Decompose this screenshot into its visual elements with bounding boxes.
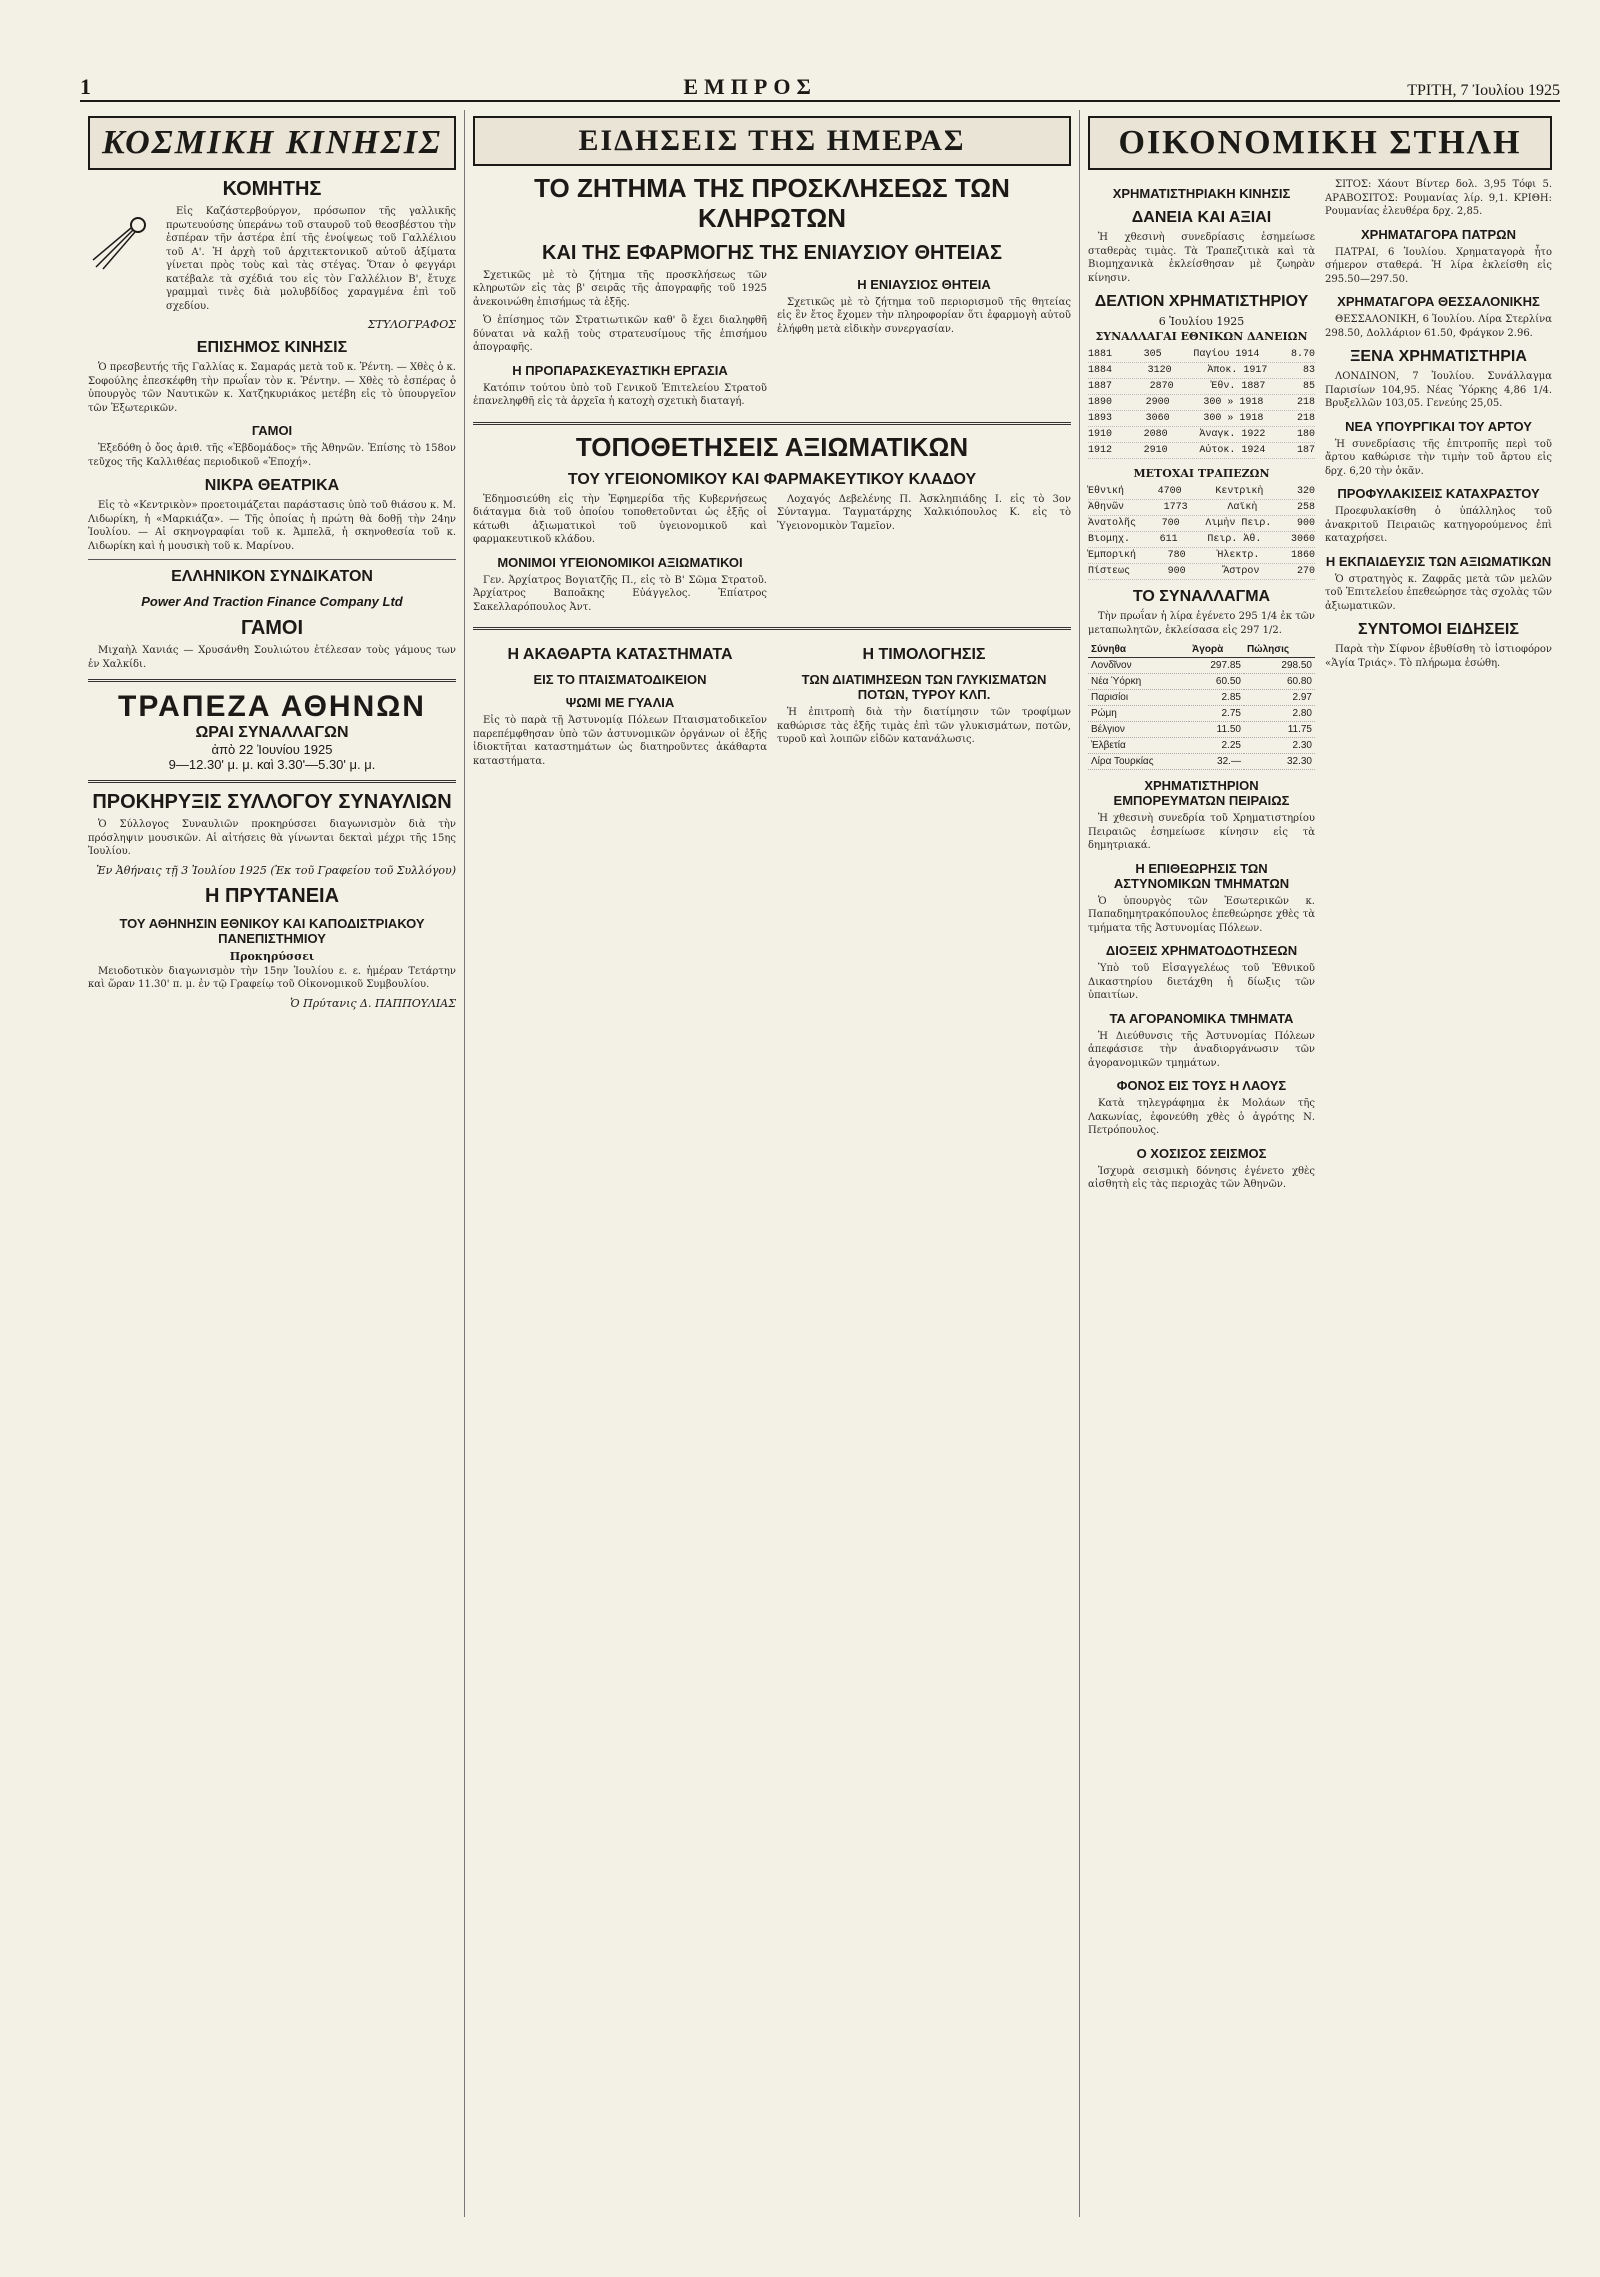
list-cell: 300 » 1918 xyxy=(1203,397,1264,408)
bank-times: 9—12.30' μ. μ. καὶ 3.30'—5.30' μ. μ. xyxy=(168,757,376,772)
rates-head-buy: Ἀγορὰ xyxy=(1189,642,1244,658)
list-cell: 1893 xyxy=(1088,413,1113,424)
list-item xyxy=(1088,532,1315,548)
loans-top: ΧΡΗΜΑΤΙΣΤΗΡΙΑΚΗ ΚΙΝΗΣΙΣ xyxy=(1112,186,1291,201)
placements-text-c: Λοχαγός Δεβελένης Π. Ἀσκληπιάδης Ι. εἰς τὸ 3ον Σύνταγμα. Ταγματάρχης Χαλκιόπουλος Κ. εἰς τὸ Ὑγειονομικὸν Ταμεῖον. xyxy=(777,493,1071,532)
table-cell: 60.80 xyxy=(1244,674,1315,690)
list-cell: 270 xyxy=(1296,566,1315,577)
social-text: Ὁ πρεσβευτής τῆς Γαλλίας κ. Σαμαράς μετὰ τοῦ κ. Ῥέντη. — Χθὲς ὁ κ. Σοφούλης ἐπεσκέφθη τὴν πρωΐαν τὸν κ. Ῥέντην. — Χθὲς τὸ ἑσπέρας ὁ ὑπουργὸς τῶν Ναυτικῶν κ. Χατζηκυριάκος μετέβη εἰς τὸ ὑπουργεῖον τῶν Ἐξωτερικῶν. xyxy=(88,362,456,414)
dirty-shops-sub2: ΨΩΜΙ ΜΕ ΓΥΑΛΙΑ xyxy=(565,695,675,711)
rates-table xyxy=(1088,642,1315,770)
embezzler-title: ΠΡΟΦΥΛΑΚΙΣΕΙΣ ΚΑΤΑΧΡΑΣΤΟΥ xyxy=(1337,486,1540,501)
foreign-markets-text: ΛΟΝΔΙΝΟΝ, 7 Ἰουλίου. Συνάλλαγμα Παρισίων 104,95. Νέας Ὑόρκης 4,86 1/4. Βρυξελλῶν 103,05. Γενεύης 25,05. xyxy=(1325,371,1552,409)
table-cell: Παρισίοι xyxy=(1088,690,1189,706)
piraeus-title: ΧΡΗΜΑΤΙΣΤΗΡΙΟΝ ΕΜΠΟΡΕΥΜΑΤΩΝ ΠΕΙΡΑΙΩΣ xyxy=(1113,778,1290,808)
conscripts-text-b: Ὁ ἐπίσημος τῶν Στρατιωτικῶν καθ' ὃ ἔχει διαληφθῆ δύναται νὰ καλῇ τοὺς στρατευσίμους τῆς ἐπισήμου ἀπογραφῆς. xyxy=(473,315,767,354)
list-cell: 4700 xyxy=(1157,486,1182,497)
table-cell: Ρώμη xyxy=(1088,706,1189,722)
bulletin-left: ΔΕΛΤΙΟΝ xyxy=(1094,293,1165,310)
list-cell: Παγίου 1914 xyxy=(1193,349,1260,360)
table-cell: 2.25 xyxy=(1189,738,1244,754)
markets-text: Ἡ Διεύθυνσις τῆς Ἀστυνομίας Πόλεων ἀπεφάσισε τὴν ἀναδιοργάνωσιν τῶν ἀγορανομικῶν τμημάτων. xyxy=(1088,1030,1315,1069)
divider xyxy=(88,780,456,783)
university-title: Η ΠΡΥΤΑΝΕΙΑ xyxy=(204,884,340,907)
bank-title: ΤΡΑΠΕΖΑ ΑΘΗΝΩΝ xyxy=(118,690,426,723)
loan-rows xyxy=(1088,347,1315,459)
thessaloniki-text: ΘΕΣΣΑΛΟΝΙΚΗ, 6 Ἰουλίου. Λίρα Στερλίνα 298.50, Δολλάριον 61.50, Φράγκον 2.96. xyxy=(1325,314,1552,339)
list-cell: 218 xyxy=(1296,397,1315,408)
list-cell: 85 xyxy=(1302,381,1315,392)
list-cell: Ἀναγκ. 1922 xyxy=(1199,429,1266,440)
preparation-subtitle: Η ΠΡΟΠΑΡΑΣΚΕΥΑΣΤΙΚΗ ΕΡΓΑΣΙΑ xyxy=(512,362,728,378)
police-title: Η ΕΠΙΘΕΩΡΗΣΙΣ ΤΩΝ ΑΣΤΥΝΟΜΙΚΩΝ ΤΜΗΜΑΤΩΝ xyxy=(1113,860,1290,891)
university-text: Μειοδοτικὸν διαγωνισμὸν τὴν 15ην Ἰουλίου ε. ε. ἡμέραν Τετάρτην καὶ ὥραν 11.30' π. μ. ἐν τῷ Γραφείῳ τοῦ Οἰκονομικοῦ Συμβουλίου. xyxy=(88,965,456,990)
divider xyxy=(88,679,456,682)
patras-title: ΧΡΗΜΑΤΑΓΟΡΑ ΠΑΤΡΩΝ xyxy=(1361,226,1516,242)
quake-text: Ἰσχυρὰ σεισμικὴ δόνησις ἐγένετο χθὲς αἰσθητὴ εἰς τὰς περιοχὰς τῶν Ἀθηνῶν. xyxy=(1088,1165,1315,1190)
bulletin-subtitle: ΣΥΝΑΛΛΑΓΑΙ ΕΘΝΙΚΩΝ ΔΑΝΕΙΩΝ xyxy=(1095,330,1308,343)
list-cell: 218 xyxy=(1296,413,1315,424)
list-cell: 1887 xyxy=(1088,381,1113,392)
gamoi-text: Μιχαὴλ Χανιάς — Χρυσάνθη Σουλιώτου ἐτέλεσαν τοὺς γάμους των ἐν Χαλκίδι. xyxy=(88,645,456,670)
bread-title: ΝΕΑ ΥΠΟΥΡΓΙΚΑΙ ΤΟΥ ΑΡΤΟΥ xyxy=(1345,418,1532,434)
bread-text: Ἡ συνεδρίασις τῆς ἐπιτροπῆς περὶ τοῦ ἄρτου καθώρισε τὴν τιμὴν τοῦ ἄρτου εἰς δρχ. 6,20 τὴν ὀκᾶν. xyxy=(1325,438,1552,477)
conscripts-text-a: Σχετικῶς μὲ τὸ ζήτημα τῆς προσκλήσεως τῶν κληρωτῶν εἰς τὰς β' σειρᾶς τῆς ἀπογραφῆς τοῦ 1925 ἀνεκοινώθη ἐπισήμως τὰ ἑξῆς. xyxy=(473,269,767,308)
officer-training-text: Ὁ στρατηγὸς κ. Ζαφρᾶς μετὰ τῶν μελῶν τοῦ Ἐπιτελείου ἐπεθεώρησε τὰς σχολὰς τῶν ἀξιωματικῶν. xyxy=(1325,573,1552,612)
stocks-subtitle: ΜΕΤΟΧΑΙ ΤΡΑΠΕΖΩΝ xyxy=(1133,467,1270,480)
preparation-text: Κατόπιν τούτου ὑπὸ τοῦ Γενικοῦ Ἐπιτελείου Στρατοῦ ἐπανεληφθῆ εἰς τὰ ἀρχεῖα ἡ κατοχὴ σχετικὴ διαταγή. xyxy=(473,382,767,408)
list-cell: Αὐτοκ. 1924 xyxy=(1199,445,1266,456)
list-cell: 1884 xyxy=(1088,365,1113,376)
table-row xyxy=(1088,690,1315,706)
banner-news: ΕΙΔΗΣΕΙΣ ΤΗΣ ΗΜΕΡΑΣ xyxy=(473,116,1071,166)
table-cell: 298.50 xyxy=(1244,658,1315,674)
rates-head-sell: Πώλησις xyxy=(1244,642,1315,658)
divider xyxy=(473,422,1071,425)
masthead-date: ΤΡΙΤΗ, 7 Ἰουλίου 1925 xyxy=(1407,82,1560,99)
bottom-articles xyxy=(473,638,1071,773)
list-cell: Ἠλεκτρ. xyxy=(1217,550,1260,561)
list-item xyxy=(1088,411,1315,427)
list-cell: Ἐμπορική xyxy=(1088,550,1137,561)
gamoi-title: ΓΑΜΟΙ xyxy=(240,617,304,639)
loans-text: Ἡ χθεσινὴ συνεδρίασις ἐσημείωσε σταθερὰς τιμὰς. Τὰ Τραπεζιτικὰ καὶ τὰ Βιομηχανικὰ ἐκλείσθησαν μὲ ζωηρὰν κίνησιν. xyxy=(1088,232,1315,284)
table-row xyxy=(1088,722,1315,738)
rates-text: Τὴν πρωΐαν ἡ λίρα ἐγένετο 295 1/4 ἐκ τῶν μεταπωλητῶν, ἐκλείσασα εἰς 297 1/2. xyxy=(1088,611,1315,636)
service-text: Σχετικῶς μὲ τὸ ζήτημα τοῦ περιορισμοῦ τῆς θητείας εἰς ἓν ἔτος ἔχομεν τὴν πληροφορίαν ὅτι ἐφαρμογὴ αὐτοῦ ἐλήφθη μετὰ εἰδικὴν συνεργασίαν. xyxy=(777,296,1071,335)
comet-text: Εἰς Καζάστερβούργον, πρόσωπον τῆς γαλλικῆς πρωτευούσης ὑπεράνω τοῦ σταυροῦ τοῦ θεοσβέστου τὴν ἑσπέραν τῆν ἀστέρα ἐπί τῆς ἐνοίψεως τοῦ Γαλλέλιου τοῦ Α'. Ἡ ἀρχὴ τοῦ ἀρχιτεκτονικοῦ αὐτοῦ ἀξίματα γίνεται πρὸς τοὺς καὶ τὰς στέγας. Ὅταν ὁ φεγγάρι κατέβαλε τὰ σχέδιά του εἰς τὸν Γαλλέλιον Β', ἔτυχε γραμμαὶ τινὲς διὰ μολυβδίδος χαραγμένα ἐπὶ τοῦ σχεδίου. xyxy=(166,206,456,312)
table-row xyxy=(1088,754,1315,770)
list-item xyxy=(1088,443,1315,459)
table-row xyxy=(1088,706,1315,722)
dirty-shops-title: Η ΑΚΑΘΑΡΤΑ ΚΑΤΑΣΤΗΜΑΤΑ xyxy=(507,646,733,664)
placements-text-a: Ἐδημοσιεύθη εἰς τὴν Ἐφημερίδα τῆς Κυβερνήσεως διάταγμα διὰ τοῦ ὁποίου τοποθετοῦνται ὡς ἑξῆς οἱ κάτωθι ἀξιωματικοὶ τοῦ ὑγειονομικοῦ καὶ φαρμακευτικοῦ κλάδου. xyxy=(473,493,767,546)
market-commodities: ΣΙΤΟΣ: Χάουτ Βίντερ δολ. 3,95 Τόφι 5. ΑΡΑΒΟΣΙΤΟΣ: Ρουμανίας λίρ. 9,1. ΚΡΙΘΗ: Ρουμανίας ἐλευθέρα δρχ. 2,85. xyxy=(1325,179,1552,217)
bank-from: ἀπὸ 22 Ἰουνίου 1925 xyxy=(211,742,333,757)
pricing-sub: ΤΩΝ ΔΙΑΤΙΜΗΣΕΩΝ ΤΩΝ ΓΛΥΚΙΣΜΑΤΩΝ ΠΟΤΩΝ, ΤΥΡΟΥ ΚΛΠ. xyxy=(801,672,1047,703)
table-row xyxy=(1088,674,1315,690)
table-cell: 2.85 xyxy=(1189,690,1244,706)
list-cell: Ἀνατολῆς xyxy=(1088,518,1137,529)
foreign-markets-title: ΞΕΝΑ ΧΡΗΜΑΤΙΣΤΗΡΙΑ xyxy=(1350,348,1527,365)
list-item xyxy=(1088,548,1315,564)
headline-conscripts-sub: ΚΑΙ ΤΗΣ ΕΦΑΡΜΟΓΗΣ ΤΗΣ ΕΝΙΑΥΣΙΟΥ ΘΗΤΕΙΑΣ xyxy=(542,241,1002,264)
list-item xyxy=(1088,500,1315,516)
bulletin-date: 6 Ἰουλίου 1925 xyxy=(1158,315,1245,328)
list-cell: 187 xyxy=(1296,445,1315,456)
dirty-shops-sub: ΕΙΣ ΤΟ ΠΤΑΙΣΜΑΤΟΔΙΚΕΙΟΝ xyxy=(533,672,707,688)
list-cell: 300 » 1918 xyxy=(1203,413,1264,424)
bank-notice xyxy=(88,690,456,772)
list-cell: 1773 xyxy=(1163,502,1188,513)
rates-title: ΤΟ ΣΥΝΑΛΛΑΓΜΑ xyxy=(1132,588,1271,605)
list-item xyxy=(1088,427,1315,443)
table-row xyxy=(1088,658,1315,674)
list-cell: Λιμὴν Πειρ. xyxy=(1205,518,1272,529)
placements-article xyxy=(473,493,1071,620)
list-cell: 2900 xyxy=(1145,397,1170,408)
publications-title: ΓΑΜΟΙ xyxy=(251,423,293,438)
markets-title: ΤΑ ΑΓΟΡΑΝΟΜΙΚΑ ΤΜΗΜΑΤΑ xyxy=(1109,1010,1294,1026)
list-cell: Ἀποκ. 1917 xyxy=(1207,365,1268,376)
quake-title: Ο ΧΟΣΙΣΟΣ ΣΕΙΣΜΟΣ xyxy=(1136,1145,1267,1161)
pricing-text: Ἡ ἐπιτροπὴ διὰ τὴν διατίμησιν τῶν τροφίμων καθώρισε τὰς ἑξῆς τιμὰς ἐπὶ τῶν γλυκισμάτων, ποτῶν, τυροῦ καὶ λοιπῶν εἰδῶν κατανάλωσις. xyxy=(777,707,1071,746)
dirty-shops-text: Εἰς τὸ παρὰ τῇ Ἀστυνομίᾳ Πόλεων Πταισματοδικεῖον παρεπέμφθησαν ὑπὸ τῶν ἀστυνομικῶν ὀργάνων οἱ ἑξῆς ἰδιοκτῆται καταστημάτων ὡς διατηροῦντες ἀκάθαρτα καταστήματα. xyxy=(473,715,767,767)
prosecution-title: ΔΙΟΞΕΙΣ ΧΡΗΜΑΤΟΔΟΤΗΣΕΩΝ xyxy=(1105,943,1298,958)
table-cell: 32.30 xyxy=(1244,754,1315,770)
economy-layout xyxy=(1088,178,1552,1197)
list-cell: Ἐθν. 1887 xyxy=(1211,381,1266,392)
brief-news-title: ΣΥΝΤΟΜΟΙ ΕΙΔΗΣΕΙΣ xyxy=(1358,621,1519,638)
bulletin-title xyxy=(1088,293,1315,311)
list-item xyxy=(1088,516,1315,532)
list-cell: 3060 xyxy=(1145,413,1170,424)
table-cell: Λίρα Τουρκίας xyxy=(1088,754,1189,770)
murder-text: Κατὰ τηλεγράφημα ἐκ Μολάων τῆς Λακωνίας, ἐφονεύθη χθὲς ὁ ἀγρότης Ν. Πετρόπουλος. xyxy=(1088,1098,1315,1136)
masthead-title: ΕΜΠΡΟΣ xyxy=(683,74,817,99)
list-cell: 900 xyxy=(1167,566,1186,577)
publications-text: Ἐξεδόθη ὁ ὄος ἀριθ. τῆς «Ἑβδομάδος» τῆς Ἀθηνῶν. Ἐπίσης τὸ 158ον τεῦχος τῆς Καλλιθέας περιοδικοῦ «Ἐποχή». xyxy=(88,443,456,468)
piraeus-text: Ἡ χθεσινὴ συνεδρία τοῦ Χρηματιστηρίου Πειραιῶς ἐσημείωσε κίνησιν εἰς τὰ δημητριακά. xyxy=(1088,813,1315,851)
list-cell: Ἐθνική xyxy=(1088,486,1125,497)
rates-head-currency: Σύνηθα xyxy=(1088,642,1189,658)
list-item xyxy=(1088,347,1315,363)
list-cell: 83 xyxy=(1302,365,1315,376)
conscripts-article xyxy=(473,269,1071,414)
divider xyxy=(88,559,456,560)
theatre-text: Εἰς τὸ «Κεντρικὸν» προετοιμάζεται παράστασις ὑπὸ τοῦ θιάσου κ. Μ. Λιδωρίκη, ἡ «Μαρκιάζα». — Τῆς ὁποίας ἡ πρώτη θὰ δοθῇ τὴν 24ην Ἰουλίου. — Αἱ σκηνογραφίαι τοῦ κ. Ἀμπελᾶ, ἡ σκηνοθεσία τοῦ κ. Λιδωρίκη καὶ ἡ μουσικὴ τοῦ κ. Μαρίνου. xyxy=(88,500,456,552)
social-title: ΕΠΙΣΗΜΟΣ ΚΙΝΗΣΙΣ xyxy=(196,339,348,356)
comet-title: ΚΟΜΗΤΗΣ xyxy=(222,178,322,200)
list-cell: 1860 xyxy=(1290,550,1315,561)
list-item xyxy=(1088,363,1315,379)
banner-economy: ΟΙΚΟΝΟΜΙΚΗ ΣΤΗΛΗ xyxy=(1088,116,1552,170)
column-economy xyxy=(1080,110,1560,2217)
list-cell: 611 xyxy=(1159,534,1178,545)
stock-rows xyxy=(1088,484,1315,580)
police-text: Ὁ ὑπουργὸς τῶν Ἐσωτερικῶν κ. Παπαδημητρακόπουλος ἐπεθεώρησε χθὲς τὰ τμήματα τῆς Ἀστυνομίας Πόλεων. xyxy=(1088,895,1315,934)
list-cell: 780 xyxy=(1167,550,1186,561)
list-cell: 2080 xyxy=(1143,429,1168,440)
concert-text: Ὁ Σύλλογος Συναυλιῶν προκηρύσσει διαγωνισμὸν διὰ τὴν πρόσληψιν μουσικῶν. Αἱ αἰτήσεις θὰ γίνωνται δεκταὶ μέχρι τῆς 15ης Ἰουλίου. xyxy=(88,819,456,857)
table-cell: 11.75 xyxy=(1244,722,1315,738)
list-cell: Κεντρικὴ xyxy=(1215,486,1264,497)
list-cell: 700 xyxy=(1161,518,1180,529)
list-cell: Πίστεως xyxy=(1088,566,1131,577)
list-cell: Ἀθηνῶν xyxy=(1088,502,1125,513)
list-cell: 3060 xyxy=(1290,534,1315,545)
list-cell: 1912 xyxy=(1088,445,1113,456)
brief-news-text: Παρὰ τὴν Σίφνον ἐβυθίσθη τὸ ἱστιοφόρον «Ἁγία Τριάς». Τὸ πλήρωμα ἐσώθη. xyxy=(1325,644,1552,669)
pricing-title: Η ΤΙΜΟΛΟΓΗΣΙΣ xyxy=(862,646,986,664)
table-cell: 2.30 xyxy=(1244,738,1315,754)
table-cell: 2.97 xyxy=(1244,690,1315,706)
theatre-title: ΝΙΚΡΑ ΘΕΑΤΡΙΚΑ xyxy=(204,477,340,494)
column-social xyxy=(80,110,465,2217)
concert-title: ΠΡΟΚΗΡΥΞΙΣ ΣΥΛΛΟΓΟΥ ΣΥΝΑΥΛΙΩΝ xyxy=(92,791,452,813)
table-cell: Ἑλβετία xyxy=(1088,738,1189,754)
comet-illustration-icon xyxy=(88,205,158,275)
embezzler-text: Προεφυλακίσθη ὁ ὑπάλληλος τοῦ ἀνακριτοῦ Πειραιῶς κατηγορούμενος ἐπὶ καταχρήσει. xyxy=(1325,506,1552,544)
university-subtitle: ΤΟΥ ΑΘΗΝΗΣΙΝ ΕΘΝΙΚΟΥ ΚΑΙ ΚΑΠΟΔΙΣΤΡΙΑΚΟΥ ΠΑΝΕΠΙΣΤΗΜΙΟΥ xyxy=(119,915,425,946)
loans-title: ΔΑΝΕΙΑ ΚΑΙ ΑΞΙΑΙ xyxy=(1131,209,1272,226)
list-cell: 3120 xyxy=(1147,365,1172,376)
list-item xyxy=(1088,379,1315,395)
patras-text: ΠΑΤΡΑΙ, 6 Ἰουλίου. Χρηματαγορὰ ἦτο σήμερον σταθερά. Ἡ λίρα ἐκλείσθη εἰς 295.50—297.50. xyxy=(1325,246,1552,285)
comet-signature: ΣΤΥΛΟΓΡΑΦΟΣ xyxy=(367,318,456,331)
murder-title: ΦΟΝΟΣ ΕΙΣ ΤΟΥΣ Η ΛΑΟΥΣ xyxy=(1116,1078,1287,1093)
university-label: Προκηρύσσει xyxy=(229,949,315,963)
list-cell: 900 xyxy=(1296,518,1315,529)
service-subtitle: Η ΕΝΙΑΥΣΙΟΣ ΘΗΤΕΙΑ xyxy=(857,276,991,292)
table-cell: 2.80 xyxy=(1244,706,1315,722)
list-item xyxy=(1088,564,1315,580)
company-subtitle: Power And Traction Finance Company Ltd xyxy=(141,594,403,609)
table-cell: 60.50 xyxy=(1189,674,1244,690)
list-cell: 8.70 xyxy=(1290,349,1315,360)
list-cell: 1890 xyxy=(1088,397,1113,408)
banner-social: ΚΟΣΜΙΚΗ ΚΙΝΗΣΙΣ xyxy=(88,116,456,170)
concert-signature: Ἐν Ἀθήναις τῇ 3 Ἰουλίου 1925 (Ἐκ τοῦ Γραφείου τοῦ Συλλόγου) xyxy=(96,863,456,877)
list-cell: 180 xyxy=(1296,429,1315,440)
list-cell: Λαϊκὴ xyxy=(1227,502,1258,513)
table-cell: 2.75 xyxy=(1189,706,1244,722)
table-row xyxy=(1088,738,1315,754)
placements-text-b: Γεν. Ἀρχίατρος Βογιατζῆς Π., εἰς τὸ Β' Σῶμα Στρατοῦ. Ἀρχίατρος Βαποᾶκης Εὐάγγελος. Ἐπίατρος Σακελλαρόπουλος Ἀντ. xyxy=(473,574,767,613)
list-cell: Πειρ. Ἀθ. xyxy=(1207,534,1262,545)
list-cell: 2870 xyxy=(1149,381,1174,392)
list-item xyxy=(1088,484,1315,500)
table-cell: 297.85 xyxy=(1189,658,1244,674)
table-cell: Λονδῖνον xyxy=(1088,658,1189,674)
masthead xyxy=(80,60,1560,102)
list-cell: 258 xyxy=(1296,502,1315,513)
comet-article xyxy=(88,205,456,318)
column-news xyxy=(465,110,1080,2217)
masthead-left: 1 xyxy=(80,74,93,99)
headline-placements: ΤΟΠΟΘΕΤΗΣΕΙΣ ΑΞΙΩΜΑΤΙΚΩΝ xyxy=(575,431,969,462)
table-cell: Βέλγιον xyxy=(1088,722,1189,738)
company-title: ΕΛΛΗΝΙΚΟΝ ΣΥΝΔΙΚΑΤΟΝ xyxy=(171,568,373,585)
list-cell: 305 xyxy=(1143,349,1162,360)
prosecution-text: Ὑπὸ τοῦ Εἰσαγγελέως τοῦ Ἐθνικοῦ Δικαστηρίου διετάχθη ἡ δίωξις τῶν ὑπαιτίων. xyxy=(1088,963,1315,1001)
list-item xyxy=(1088,395,1315,411)
university-signature: Ὁ Πρύτανις Δ. ΠΑΠΠΟΥΛΙΑΣ xyxy=(290,996,456,1010)
table-cell: Νέα Ὑόρκη xyxy=(1088,674,1189,690)
headline-conscripts: ΤΟ ΖΗΤΗΜΑ ΤΗΣ ΠΡΟΣΚΛΗΣΕΩΣ ΤΩΝ ΚΛΗΡΩΤΩΝ xyxy=(534,173,1010,233)
table-cell: 32.— xyxy=(1189,754,1244,770)
headline-placements-sub: ΤΟΥ ΥΓΕΙΟΝΟΜΙΚΟΥ ΚΑΙ ΦΑΡΜΑΚΕΥΤΙΚΟΥ ΚΛΑΔΟΥ xyxy=(567,470,977,488)
bank-hours: ΩΡΑΙ ΣΥΝΑΛΛΑΓΩΝ xyxy=(195,724,349,741)
officer-training-title: Η ΕΚΠΑΙΔΕΥΣΙΣ ΤΩΝ ΑΞΙΩΜΑΤΙΚΩΝ xyxy=(1325,553,1552,569)
bulletin-right: ΧΡΗΜΑΤΙΣΤΗΡΙΟΥ xyxy=(1168,293,1309,310)
list-cell: 1910 xyxy=(1088,429,1113,440)
list-cell: 2910 xyxy=(1143,445,1168,456)
list-cell: Ἄστρον xyxy=(1223,566,1260,577)
list-cell: 320 xyxy=(1296,486,1315,497)
table-cell: 11.50 xyxy=(1189,722,1244,738)
thessaloniki-title: ΧΡΗΜΑΤΑΓΟΡΑ ΘΕΣΣΑΛΟΝΙΚΗΣ xyxy=(1337,294,1540,309)
list-cell: 1881 xyxy=(1088,349,1113,360)
divider xyxy=(473,627,1071,630)
list-cell: Βιομηχ. xyxy=(1088,534,1131,545)
permanent-officers-subtitle: ΜΟΝΙΜΟΙ ΥΓΕΙΟΝΟΜΙΚΟΙ ΑΞΙΩΜΑΤΙΚΟΙ xyxy=(497,554,743,570)
